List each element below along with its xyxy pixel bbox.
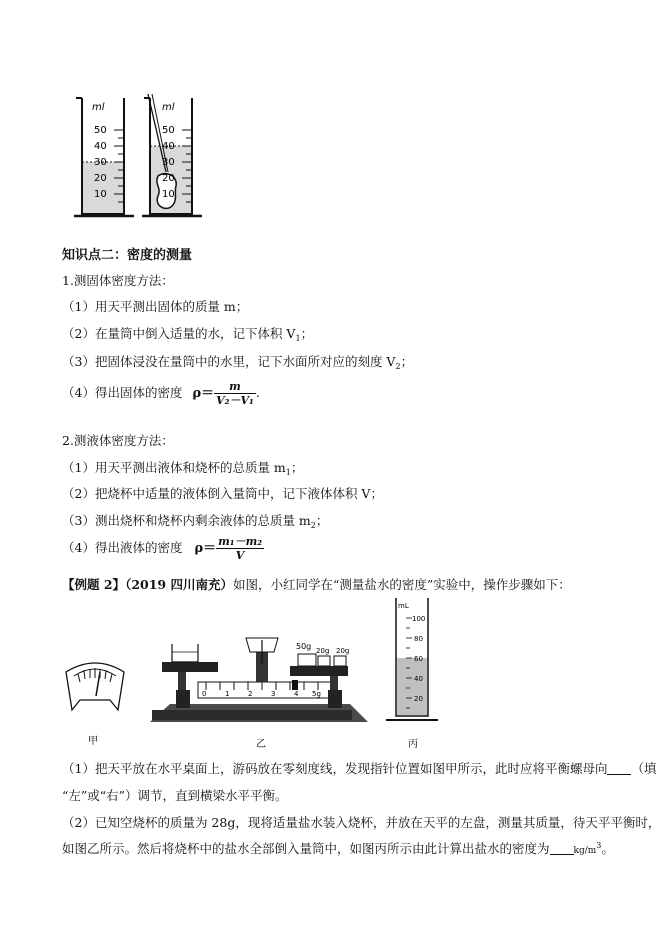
text: （2）在量筒中倒入适量的水，记下体积 V: [62, 326, 296, 341]
numerator: m: [214, 380, 256, 394]
text: （1）把天平放在水平桌面上，游码放在零刻度线，发现指针位置如图甲所示，此时应将平衡螺母向: [62, 761, 608, 776]
rho-symbol: ρ＝: [192, 386, 215, 401]
subscript: 2: [395, 362, 401, 371]
cyl1-unit: ml: [92, 102, 105, 113]
density-fraction: [214, 380, 256, 407]
tick-label: 40: [94, 141, 107, 152]
example-tag: 【例题 2】: [62, 577, 126, 592]
tick-label: 40: [414, 675, 423, 683]
tick-label: 10: [94, 189, 107, 200]
answer-blank-2[interactable]: [550, 842, 574, 855]
example-intro: 如图，小红同学在“测量盐水的密度”实验中，操作步骤如下：: [232, 577, 571, 592]
text: （4）得出液体的密度: [62, 540, 183, 555]
text: （填: [631, 761, 657, 776]
tick-label: 20: [162, 173, 175, 184]
text: ；: [290, 460, 304, 475]
beaker: [172, 644, 198, 662]
scale-number: 3: [271, 690, 276, 698]
balance-figure: [60, 592, 460, 752]
text: ；: [400, 354, 414, 369]
text: 。: [601, 841, 614, 856]
question-2-line-1: （2）已知空烧杯的质量为 28g，现将适量盐水装入烧杯，并放在天平的左盘，测量其质量，待天平平衡时，: [62, 815, 661, 830]
answer-blank-1[interactable]: [607, 762, 631, 775]
liquid-step-3: [62, 511, 328, 530]
cylinder-water: [74, 98, 134, 216]
text: （4）得出固体的密度: [62, 385, 183, 400]
tick-label: 20: [414, 695, 423, 703]
label-jia: 甲: [88, 736, 98, 747]
tick-label: 50: [162, 125, 175, 136]
solid-step-2: [62, 324, 313, 343]
weight: [298, 654, 316, 666]
pointer-dial: [66, 663, 124, 747]
measuring-cylinder: [386, 598, 438, 750]
liquid-step-2: （2）把烧杯中适量的液体倒入量筒中，记下液体体积 V；: [62, 486, 383, 501]
tick-label: 10: [162, 189, 175, 200]
scale-number: 0: [202, 690, 207, 698]
weight-label: 20g: [316, 647, 330, 655]
tick-label: 100: [412, 615, 426, 623]
text: 如图乙所示。然后将烧杯中的盐水全部倒入量筒中，如图丙所示由此计算出盐水的密度为: [62, 841, 550, 856]
unit: kg/m: [573, 846, 597, 856]
subscript: 1: [285, 468, 291, 477]
question-2-line-2: [62, 839, 614, 857]
subscript: 2: [310, 521, 316, 530]
scale-number: 4: [294, 690, 299, 698]
numerator: m₁－m₂: [218, 535, 263, 548]
liquid-step-1: [62, 458, 303, 477]
balance: [150, 638, 368, 750]
question-1-line-1: [62, 759, 656, 777]
text: （3）测出烧杯和烧杯内剩余液体的总质量 m: [62, 513, 311, 528]
tick-label: 20: [94, 173, 107, 184]
tick-label: 60: [414, 655, 423, 663]
text: （1）用天平测出液体和烧杯的总质量 m: [62, 460, 286, 475]
weight: [318, 656, 330, 666]
tick-label: 30: [94, 157, 107, 168]
tick-label: 50: [94, 125, 107, 136]
text: ；: [300, 326, 314, 341]
weight-label: 20g: [336, 647, 350, 655]
weight-label: 50g: [296, 642, 312, 651]
tick-label: 40: [162, 141, 175, 152]
cyl2-unit: ml: [162, 102, 175, 113]
solid-step-3: [62, 352, 413, 371]
section-title: 知识点二：密度的测量: [62, 248, 193, 263]
cylinder-with-solid: [142, 94, 202, 216]
solid-heading: 1.测固体密度方法：: [62, 273, 174, 288]
tick-label: 80: [414, 635, 423, 643]
liquid-heading: 2.测液体密度方法：: [62, 433, 174, 448]
rho-symbol: ρ＝: [194, 541, 217, 556]
cylinders-figure: [70, 92, 220, 224]
example-source: （2019 四川南充）: [125, 577, 233, 592]
text: （3）把固体浸没在量筒中的水里，记下水面所对应的刻度 V: [62, 354, 396, 369]
text: .: [255, 385, 260, 400]
rider: [292, 680, 298, 690]
text: ；: [315, 513, 329, 528]
density-fraction: [216, 535, 264, 562]
solid-step-4: [62, 380, 260, 407]
cyl-unit: mL: [398, 602, 409, 610]
solid-step-1: （1）用天平测出固体的质量 m；: [62, 299, 249, 314]
question-1-line-2: “左”或“右”）调节，直到横梁水平平衡。: [62, 788, 288, 803]
liquid-step-4: [62, 535, 264, 562]
example-header: [62, 575, 571, 593]
tick-label: 30: [162, 157, 175, 168]
scale-number: 1: [225, 690, 230, 698]
weight: [334, 656, 346, 666]
denominator: V₂－V₁: [216, 394, 254, 407]
denominator: V: [235, 549, 245, 562]
scale-number: 2: [248, 690, 253, 698]
scale-number: 5g: [312, 690, 321, 698]
superscript: 3: [596, 841, 602, 850]
subscript: 1: [295, 334, 301, 343]
label-yi: 乙: [256, 739, 266, 750]
label-bing: 丙: [408, 739, 418, 750]
